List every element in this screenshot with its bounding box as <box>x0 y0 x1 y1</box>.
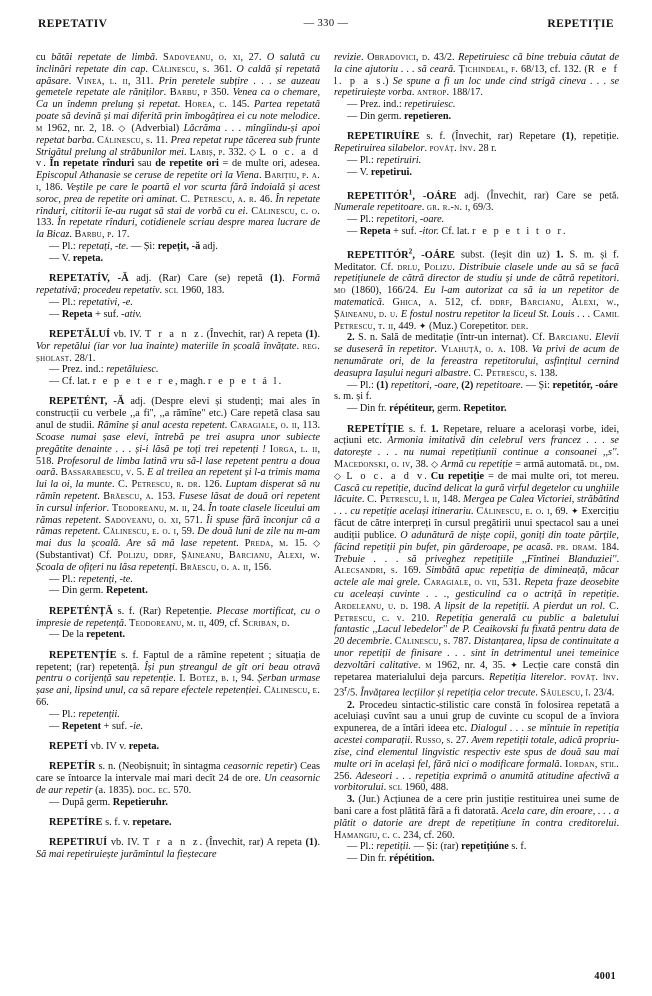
dictionary-entry <box>36 741 320 753</box>
entry-note: — V. repeta. <box>49 252 104 264</box>
dictionary-entry <box>36 837 320 861</box>
dictionary-entry <box>36 273 320 320</box>
page-number: — 330 — <box>303 18 349 29</box>
dictionary-entry <box>334 424 619 865</box>
entry-headword: REPETÉNȚĂ <box>49 605 114 617</box>
entry-note: — Pl.: repetiruiri. <box>347 155 422 166</box>
entry-note: — Repeta + suf. -ativ. <box>49 308 142 320</box>
column-left <box>36 52 320 940</box>
entry-definition: REPETATÍV, -Ă adj. (Rar) Care (se) repetă (1). Formă repetativă; procedeu repetativ. scl 1960, 183. <box>36 273 321 296</box>
entry-definition: cu bătăi repetate de limbă. Sadoveanu, o. xi, 27. O salută cu înclinări repetate din cap. Călinescu, s. 361. O caldă și repetată apăsare. Vinea, l. ii, 311. Prin peretele subțire . . . se auzeau gemetele repetate ale răniților. Barbu, p 350. Venea ca o chemare, Ca un îndemn prelung și repetat. Horea, c. 145. Partea repetată poate să devină și mai diferită prin îmbogățirea ei cu note melodice. m 1962, nr. 2, 18. ◇ (Adverbial) Lăcrăma . . . mîngîindu-și apoi repetat barba. Călinescu, s. 11. Prea repetat rupe tăcerea sub frunte Strigătul prelung al străbunilor mei. Labiș, p. 332. ◇ L o c. a d v. În repetate rînduri sau de repetite ori = de multe ori, adesea. Episcopul Athanasie se ceruse de repetite ori la Viena. Barițiu, p. a. i, 186. Veștile pe care le poartă el vor scurta fără îndoială și acest soroc, prea de repetite ori aminat. C. Petrescu, a. r. 46. În repetate rînduri, cititorii îe-au rugat să stai de vorbă cu ei. Călinescu, c. o. 133. În repetate rînduri, cotidienele scriau despre marea lucrare de la Bicaz. Barbu, p. 17. <box>36 52 321 241</box>
entry-definition: REPETITÓR$^1$, -OÁRE adj. (Învechit, rar) Care se petă. Numerale repetitoare. gr. r.-n. i, 69/3. <box>334 188 619 214</box>
entry-headword: REPETĂLUÍ <box>49 328 111 340</box>
entry-note: — Pl.: repetitori, -oare. <box>347 214 445 226</box>
entry-headword: REPETATÍV, -Ă <box>49 273 129 285</box>
entry-note: — De la repetent. <box>49 629 126 641</box>
entry-note: — Pl.: repetativi, -e. <box>49 296 133 308</box>
dictionary-entry <box>334 52 619 123</box>
entry-note: — Din germ. Repetent. <box>49 585 148 597</box>
dictionary-entry <box>334 187 619 238</box>
entry-headword: REPETÍȚIE <box>347 423 405 435</box>
dictionary-entry <box>36 606 320 641</box>
entry-note: — Din fr. répétition. <box>347 853 435 865</box>
entry-note: — Cf. lat. r e p e t e r e, magh. r e p e t á l. <box>49 376 282 388</box>
dictionary-entry <box>36 761 320 808</box>
entry-definition: REPETÍRE s. f. v. repetare. <box>49 816 172 828</box>
dictionary-entry <box>334 131 619 178</box>
column-right <box>334 52 619 940</box>
entry-headword: REPETIRUÍRE <box>347 131 420 143</box>
running-head-left: REPETATIV <box>38 18 108 30</box>
entry-headword: REPETITÓR$^1$, -OÁRE <box>347 188 457 202</box>
entry-note: — După germ. Repetieruhr. <box>49 796 168 808</box>
entry-note: — Pl.: repetați, -te. — Și: repețit, -ă adj. <box>49 241 218 252</box>
entry-headword: REPETIRUÍ <box>49 837 108 849</box>
dictionary-entry <box>36 396 320 597</box>
entry-definition: REPETÍ vb. IV v. repeta. <box>49 740 160 752</box>
running-head <box>38 18 614 34</box>
entry-note: — Din fr. répétiteur, germ. Repetitor. <box>347 403 507 415</box>
entry-note: — Prez. ind.: repetiruiesc. <box>347 99 456 111</box>
entry-definition: REPETITÓR$^2$, -OÁRE subst. (Ieșit din uz) 1. S. m. și f. Meditator. Cf. drlu, Polizu. Distribuie clasele unde au să se facă repetițiunele de cătră director de studiu și unde de cătră repetitori. mo (1860), 166/24. Eu l-am autorizat ca să ia un repetitor de matematică. Ghica, a. 512, cf. ddrf, Barcianu, Alexi, w., Șăineanu, d. u. E fostul nostru repetitor la liceul St. Louis . . . Camil Petrescu, t. ii, 449. ✦ (Muz.) Corepetitor. der. <box>334 247 620 332</box>
entry-headword: REPETENȚÍE <box>49 649 117 661</box>
dictionary-entry <box>36 650 320 733</box>
entry-definition: REPETÍR s. n. (Neobișnuit; în sintagma ceasornic repetir) Ceas care se întoarce la intervale mai mari decît 24 de ore. Un ceasornic de aur repetir (a. 1835). doc. ec. 570. <box>36 761 321 796</box>
entry-definition: revizie. Obradovici, d. 43/2. Repetiruiesc că bine trebuia căutat de la cine ajutoriu . . . să ceară. Țichindeal, f. 68/13, cf. 132. (R e f l. p a s.) Se spune a fi un loc unde cind strigă cineva . . . se repetiruiește vorba. antrop. 188/17. <box>334 52 620 99</box>
entry-definition: REPETIRUÍ vb. IV. T r a n z. (Învechit, rar) A repeta (1). Să mai repetiruiește jurămîntul la fieștecare <box>36 837 321 861</box>
entry-note: — Repeta + suf. -itor. Cf. lat. r e p e t i t o r. <box>347 225 566 237</box>
entry-definition: REPETÉNT, -Ă adj. (Despre elevi și studenți; mai ales în construcții cu verbele ,,a fi'', ,,a rămîne'' etc.) Care repetă clasa sau anul de studii. Rămîne și anul acesta repetent. Caragiale, o. ii, 113. Scoase numai șase elevi, întrebă pe trei asupra unor subiecte pregătite denainte . . . și-i lăsă pe toți trei repetenți ! Iorga, l. ii, 518. Profesorul de limba latină vru să-l lase repetent pentru a doua oară. Bassarabescu, v. 5. E al treilea an repetent și l-a trimis mama lui la oi, la munte. C. Petrescu, r. dr. 126. Luptam disperat să nu rămîn repetent. Brăescu, a. 153. Fusese lăsat de două ori repetent în cursul inferior. Teodoreanu, m. ii, 24. În toate clasele liceului am rămas repetent. Sadoveanu, o. xi, 571. Îi spuse fără înconjur că a rămas repetent. Călinescu, e. o. i, 59. De două luni de zile nu m-am mai dus la școală. Are să mă lase repetent. Preda, m. 15. ◇ (Substantivat) Cf. Polizu, ddrf, Șăineanu, Barcianu, Alexi, w. Școala de ofițeri nu lăsa repetenți. Brăescu, o. a. ii, 156. <box>36 396 321 573</box>
entry-headword: REPETÍRE <box>49 816 103 828</box>
dictionary-entry <box>36 52 320 265</box>
entry-sense: 2. S. n. Sală de meditație (într-un internat). Cf. Barcianu. Elevii se duseseră în repetitor. Vlahuță, o. a. 108. Va privi de acum de nenumărate ori, de la fereastra repetitorului, asfințitul cernind deasupra Iașului neguri albastre. C. Petrescu, s. 138. <box>334 332 620 379</box>
entry-note: — Pl.: (1) repetitori, -oare, (2) repetitoare. — Și: repetitór, -oáre s. m. și f. <box>334 379 618 403</box>
entry-definition: REPETENȚÍE s. f. Faptul de a rămîne repetent ; situația de repetent; (rar) repetență. Își pun ștreangul de gît ori beau otravă pentru o corijență sau repetenție. I. Botez, b. i, 94. Șerban urmase șase ani, lipsind unul, ca să repare efectele repetenției. Călinescu, e. 66. <box>36 649 321 708</box>
entry-definition: REPETIRUÍRE s. f. (Învechit, rar) Repetare (1), repetiție. Repetiruirea silabelor. povăț. înv. 28 r. <box>334 131 619 155</box>
body-columns <box>36 52 619 940</box>
entry-sense: 3. (Jur.) Acțiunea de a cere prin justiție restituirea unei sume de bani care a fost plătită fără a fi datorată. Acela care, din eroare, . . . a plătit o datorie are drept de repetițiune în contra creditorelui. Hamangiu, c. c. 234, cf. 260. <box>334 794 619 841</box>
entry-definition: REPETÍȚIE s. f. 1. Repetare, reluare a acelorași vorbe, idei, acțiuni etc. Armonia imitativă din celebrul vers francez . . . se datorește . . . nu numai repetițiunii continue a consoanei ,,s''. Macedonski, o. iv, 38. ◇ Armă cu repetiție = armă automată. dl, dm. ◇ L o c. a d v. Cu repetiție = de mai multe ori, tot mereu. Cască cu repetiție, ducînd delicat la gură virful degetelor cu unghiile lăcuite. C. Petrescu, î. ii, 148. Mergea pe Calea Victoriei, străbătînd . . . cu repetiție același itinerariu. Călinescu, e. o. i, 69. ✦ Exercițiu făcut de către interpreți în cursul pregătirii unui spectacol sau a unei audiții publice. O adunătură de nișțe copii, goniți din toate părțile, făcind repetiții pin bufet, pin gărderoape, pe acasă. pr. dram. 184. Trebuie . . . să priveghez repetițiile ,,Fîntînei Blanduziei''. Alecsandri, s. 169. Simbătă apuc repetiția de dimineață, măcar actele ale mai grele. Caragiale, o. vii, 531. Repeta fraze deosebite cu aceleași cuvinte . . ., gesticulind ca o actriță în repetiție. Ardeleanu, u. d. 198. A lipsit de la repetiții. A pierdut un rol. C. Petrescu, c. v. 210. Repetiția generală cu public a baletului fantastic ,,Lacul lebedelor'' de P. Ceaikovski fu fixată pentru data de 20 decembrie. Călinescu, s. 787. Distanțarea, lipsa de continuitate a unor repetiții de finisare . . . sint în detrimentul unei temeinice dezvoltări calitative. m 1962, nr. 4, 35. ✦ Lecție care constă din repetarea materialului deja parcurs. Repetiția literelor. povăț. înv. 23$^r$/5. Învățarea lecțiilor și repetiția celor trecute. Săulescu, î. 23/4. <box>334 423 620 699</box>
entry-headword: REPETÉNT, -Ă <box>49 396 125 408</box>
entry-note: — Prez. ind.: repetăluiesc. <box>49 364 159 376</box>
entry-note: — Pl.: repetenți, -te. <box>49 573 133 585</box>
dictionary-entry <box>36 329 320 388</box>
entry-note: — Pl.: repetiții. — Și: (rar) repetițiúne s. f. <box>347 841 527 853</box>
entry-note: — Repetent + suf. -ie. <box>49 720 144 732</box>
entry-headword: REPETÍ <box>49 740 89 752</box>
dictionary-entry <box>36 817 320 829</box>
running-head-right: REPETIȚIE <box>547 18 614 30</box>
entry-headword: REPETÍR <box>49 761 96 773</box>
entry-definition: REPETĂLUÍ vb. IV. T r a n z. (Învechit, rar) A repeta (1). Vor repetălui (iar vor lua înainte) materiile în școală învățate. reg. șholast. 28/1. <box>36 328 321 364</box>
entry-note: — V. repetirui. <box>347 166 412 178</box>
footer-signature: 4001 <box>594 971 616 982</box>
entry-sense: 2. Procedeu sintactic-stilistic care constă în folosirea repetată a aceluiași cuvînt sau a unui grup de cuvinte cu scopul de a înviora expunerea, de a întări ideea etc. Dialogul . . . se mîntuie în repetiția acestei comparații. Russo, s. 27. Avem repetiții totale, adică propriu-zise, cind elementul lingvistic respectiv este spus de două sau mai multe ori în același fel, fără nici o modificare formală. Iordan, stil. 256. Adesеori . . . repetiția exprimă o anumită atitudine afectivă a vorbitorului. scl 1960, 488. <box>334 699 620 794</box>
entry-headword: REPETITÓR$^2$, -OÁRE <box>347 247 456 261</box>
dictionary-entry <box>334 246 619 415</box>
entry-definition: REPETÉNȚĂ s. f. (Rar) Repetenție. Plecase mortificat, cu o impresie de repetență. Teodoreanu, m. ii, 409, cf. Scriban, d. <box>36 605 321 629</box>
entry-note: — Din germ. repetieren. <box>347 111 452 123</box>
entry-note: — Pl.: repetenții. <box>49 708 120 720</box>
